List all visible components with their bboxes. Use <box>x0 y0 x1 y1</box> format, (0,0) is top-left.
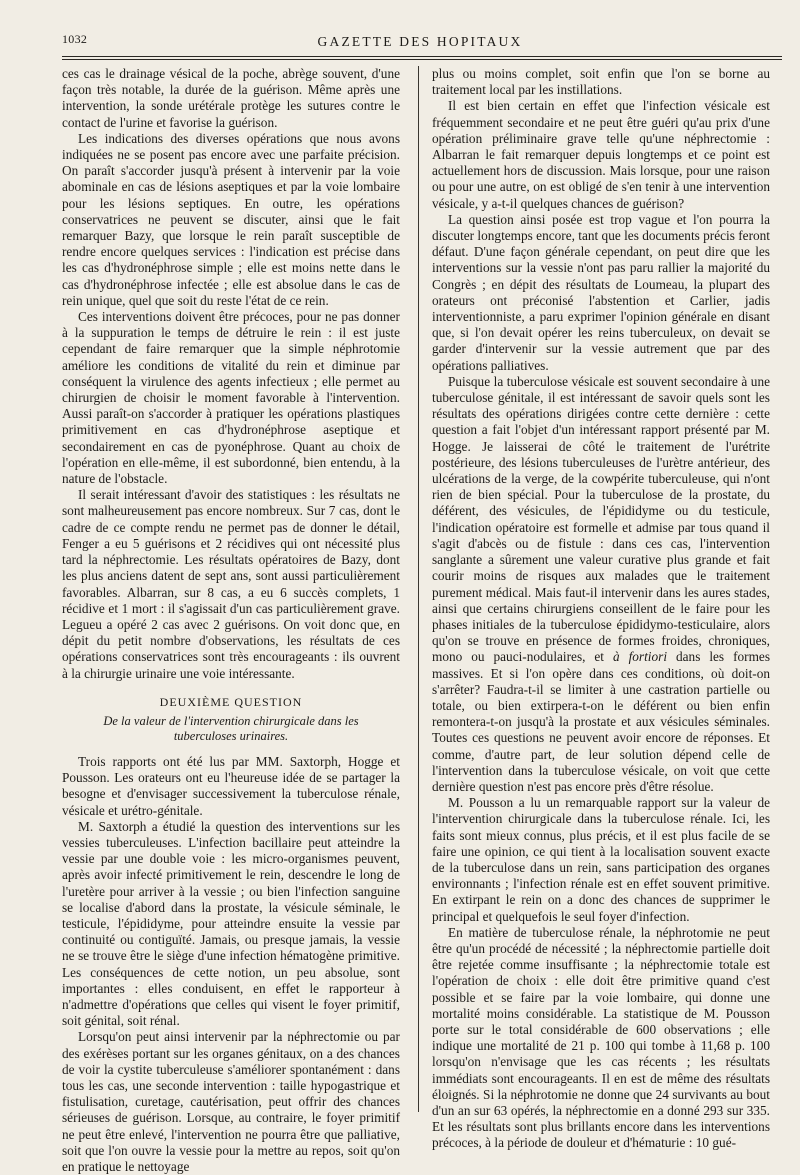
column-divider <box>418 66 419 1112</box>
paragraph: Ces interventions doivent être précoces, pour ne pas donner à la suppuration le temps de détruire le rein : il est juste cependant de faire remarquer que la simple néphrotomie améliore les conditions de vitalité du rein et diminue par conséquent la virulence des agents infectieux ; elle permet au chirurgien de choisir le moment favorable à l'intervention. Aussi paraît-on s'accorder à pratiquer les opérations plastiques primitivement en cas d'hydronéphrose aseptique et secondairement en cas de pyonéphrose. Quant au choix de l'opération en elle-même, il est subordonné, bien entendu, à la nature de l'obstacle. <box>62 309 400 487</box>
paragraph-text: dans les formes massives. Et si l'on opère dans ces conditions, où doit-on s'arrêter? Faudra-t-il se limiter à une castration partielle ou totale, ou bien extirpera-t-on le déférent ou bien enfin remontera-t-on jusqu'à la prostate et aux vésicules séminales. Toutes ces questions ne peuvent avoir encore de réponses. Et comme, d'autre part, de leur solution dépend celle de l'intervention dans la tuberculose vésicale, on voit que cette dernière question n'est pas encore près d'être résolue. <box>432 649 770 794</box>
header-rule-double <box>62 59 782 60</box>
paragraph: M. Pousson a lu un remarquable rapport sur la valeur de l'intervention chirurgicale dans la tuberculose rénale. Ici, les faits sont mieux connus, plus précis, et il est plus facile de se faire une opinion, ce qui tient à la localisation souvent exacte de la tuberculose dans un rein, sans participation des organes environnants ; l'infection rénale est en effet souvent primitive. En extirpant le rein on a donc des chances de supprimer le principal et quelquefois le seul foyer d'infection. <box>432 795 770 924</box>
paragraph: Lorsqu'on peut ainsi intervenir par la néphrectomie ou par des exérèses portant sur les organes génitaux, on a des chances de voir la cystite tuberculeuse s'améliorer spontanément : dans tous les cas, une seconde intervention : taille hypogastrique et fistulisation, curetage, cautérisation, peut offrir des chances sérieuses de guérison. Lorsque, au contraire, le foyer primitif ne peut être enlevé, l'intervention ne pourra être que palliative, soit que l'on ouvre la vessie pour la mettre au repos, soit qu'on en pratique le nettoyage <box>62 1029 400 1174</box>
paragraph-text: Puisque la tuberculose vésicale est souvent secondaire à une tuberculose génitale, il est intéressant de savoir quels sont les résultats des opérations dirigées contre cette dernière : cette question a fait l'objet d'un intéressant rapport présenté par M. Hogge. Je laisserai de côté le traitement de l'urétrite postérieure, des lésions tuberculeuses de l'urètre antérieur, des ulcérations de la verge, de la cowpérite tuberculeuse, qui n'ont rien de bien spécial. Pour la tuberculose de la prostate, du déférent, des vésicules, de l'épididyme ou du testicule, l'indication opératoire est formelle et admise par tous quand il s'agit d'abcès ou de fistule : dans ces cas, l'intervention sanglante a sûrement une valeur curative plus grande et fait courir moins de risques aux malades que le traitement purement médical. Mais faut-il intervenir dans les aures stades, ainsi que certains chirurgiens conseillent de le faire pour les phases initiales de la tuberculose épididymo-testiculaire, alors qu'on se trouve en présence de formes froides, chroniques, mono ou pauci-nodulaires, et <box>432 373 770 665</box>
paragraph: plus ou moins complet, soit enfin que l'on se borne au traitement local par les instillations. <box>432 66 770 98</box>
header-rule <box>62 56 782 57</box>
paragraph: Trois rapports ont été lus par MM. Saxtorph, Hogge et Pousson. Les orateurs ont eu l'heureuse idée de se partager la besogne et d'envisager successivement la tuberculose rénale, vésicale et urétro-génitale. <box>62 753 400 818</box>
paragraph: Il serait intéressant d'avoir des statistiques : les résultats ne sont malheureusement pas encore nombreux. Sur 7 cas, dont le cadre de ce compte rendu ne permet pas de donner le détail, Fenger a eu 5 guérisons et 2 récidives qui ont nécessité plus tard la néphrectomie. Les résultats opératoires de Bazy, dont les plus anciens datent de sept ans, sont aussi particulièrement favorables. Albarran, sur 8 cas, a eu 6 succès complets, 1 récidive et 1 mort : il s'agissait d'un cas particulièrement grave. Legueu a opéré 2 cas avec 2 guérisons. On voit donc que, en dépit du petit nombre d'observations, les résultats de ces opérations conservatrices sont très encourageants : ils ouvrent à la chirurgie urinaire une voie intéressante. <box>62 487 400 681</box>
running-title: GAZETTE DES HOPITAUX <box>317 34 523 49</box>
paragraph: M. Saxtorph a étudié la question des interventions sur les vessies tuberculeuses. L'infection bacillaire peut atteindre la vessie par une double voie : les micro-organismes peuvent, après avoir infecté primitivement le rein, descendre le long de l'uretère pour arriver à la vessie ; ou bien l'infection sanguine se localise d'abord dans la prostate, la vésicule séminale, le testicule, l'épididyme, pour atteindre ensuite la vessie par continuité ou contiguïté. Jamais, ou presque jamais, la vessie ne se trouve être le siège d'une infection hématogène primitive. Les conséquences de cette notion, un peu absolue, sont importantes : elles conduisent, en effet le rapporteur à n'admettre d'opérations que celles qui visent le foyer primitif, soit génital, soit rénal. <box>62 818 400 1029</box>
left-column <box>62 66 400 1174</box>
paragraph: La question ainsi posée est trop vague et l'on pourra la discuter longtemps encore, tant que les documents précis feront défaut. D'une façon générale cependant, on peut dire que les interventions sur la vessie n'ont pas paru rallier la majorité du Congrès ; en dépit des résultats de Loumeau, la plupart des orateurs ont préconisé l'abstention et Carlier, jadis interventionniste, a paru exprimer l'opinion générale en disant que, si l'on devait opérer les reins tuberculeux, on devait se garder d'intervenir sur la vessie autrement que par des opérations palliatives. <box>432 211 770 373</box>
paragraph <box>432 374 770 795</box>
paragraph: En matière de tuberculose rénale, la néphrotomie ne peut être qu'un procédé de nécessité ; la néphrectomie partielle doit être rejetée comme insuffisante ; la néphrectomie totale est l'opération de choix : elle doit être primitive quand c'est possible et se faire par la voie lombaire, qui donne une mortalité moins considérable. La statistique de M. Pousson porte sur le total considérable de 600 observations ; elle indique une mortalité de 21 p. 100 qui tombe à 11,68 p. 100 lorsqu'on n'envisage que les cas récents ; les résultats immédiats sont encourageants. Il en est de même des résultats éloignés. Si la néphrotomie ne donne que 24 survivants au bout d'un an sur 63 opérés, la néphrectomie en a donné 293 sur 335. Et les résultats sont plus brillants encore dans les interventions précoces, à la période de douleur et d'hématurie : 10 gué- <box>432 924 770 1151</box>
section-heading: DEUXIÈME QUESTION <box>159 694 303 709</box>
italic-text: à <box>612 649 620 665</box>
right-column <box>432 66 770 1151</box>
page-number: 1032 <box>62 32 88 46</box>
paragraph: Il est bien certain en effet que l'infection vésicale est fréquemment secondaire et ne peut être guéri qu'au prix d'une opération préliminaire grave telle qu'une néphrectomie : Albarran le fait remarquer depuis longtemps et ce point est actuellement hors de discussion. Mais lorsque, pour une raison ou pour une autre, on est obligé de s'en tenir à une intervention vésicale, y a-t-il quelques chances de guérison? <box>432 98 770 211</box>
paragraph: Les indications des diverses opérations que nous avons indiquées ne se posent pas encore avec une parfaite précision. On paraît s'accorder jusqu'à présent à intervenir par la voie abominale en cas de lésions aseptiques et par la voie lombaire pour les lésions septiques. En outre, les opérations conservatrices ne peuvent se discuter, ainsi que le fait remarquer Bazy, que lorsque le rein paraît susceptible de rendre encore quelques services : l'indication est précise dans les cas d'hydronéphrose simple ; elle est moins nette dans le cas d'hydronéphrose infectée ; elle est absolue dans le cas de rein unique, quel que soit du reste l'état de ce rein. <box>62 130 400 308</box>
section-subtitle: De la valeur de l'intervention chirurgicale dans les tuberculoses urinaires. <box>103 713 359 743</box>
page-header <box>60 28 780 54</box>
paragraph: ces cas le drainage vésical de la poche, abrège souvent, d'une façon très notable, la durée de la guérison. Même après une intervention, la sonde urétérale protège les sutures contre le contact de l'urine et favorise la guérison. <box>62 66 400 130</box>
italic-text: fortiori <box>628 649 668 665</box>
